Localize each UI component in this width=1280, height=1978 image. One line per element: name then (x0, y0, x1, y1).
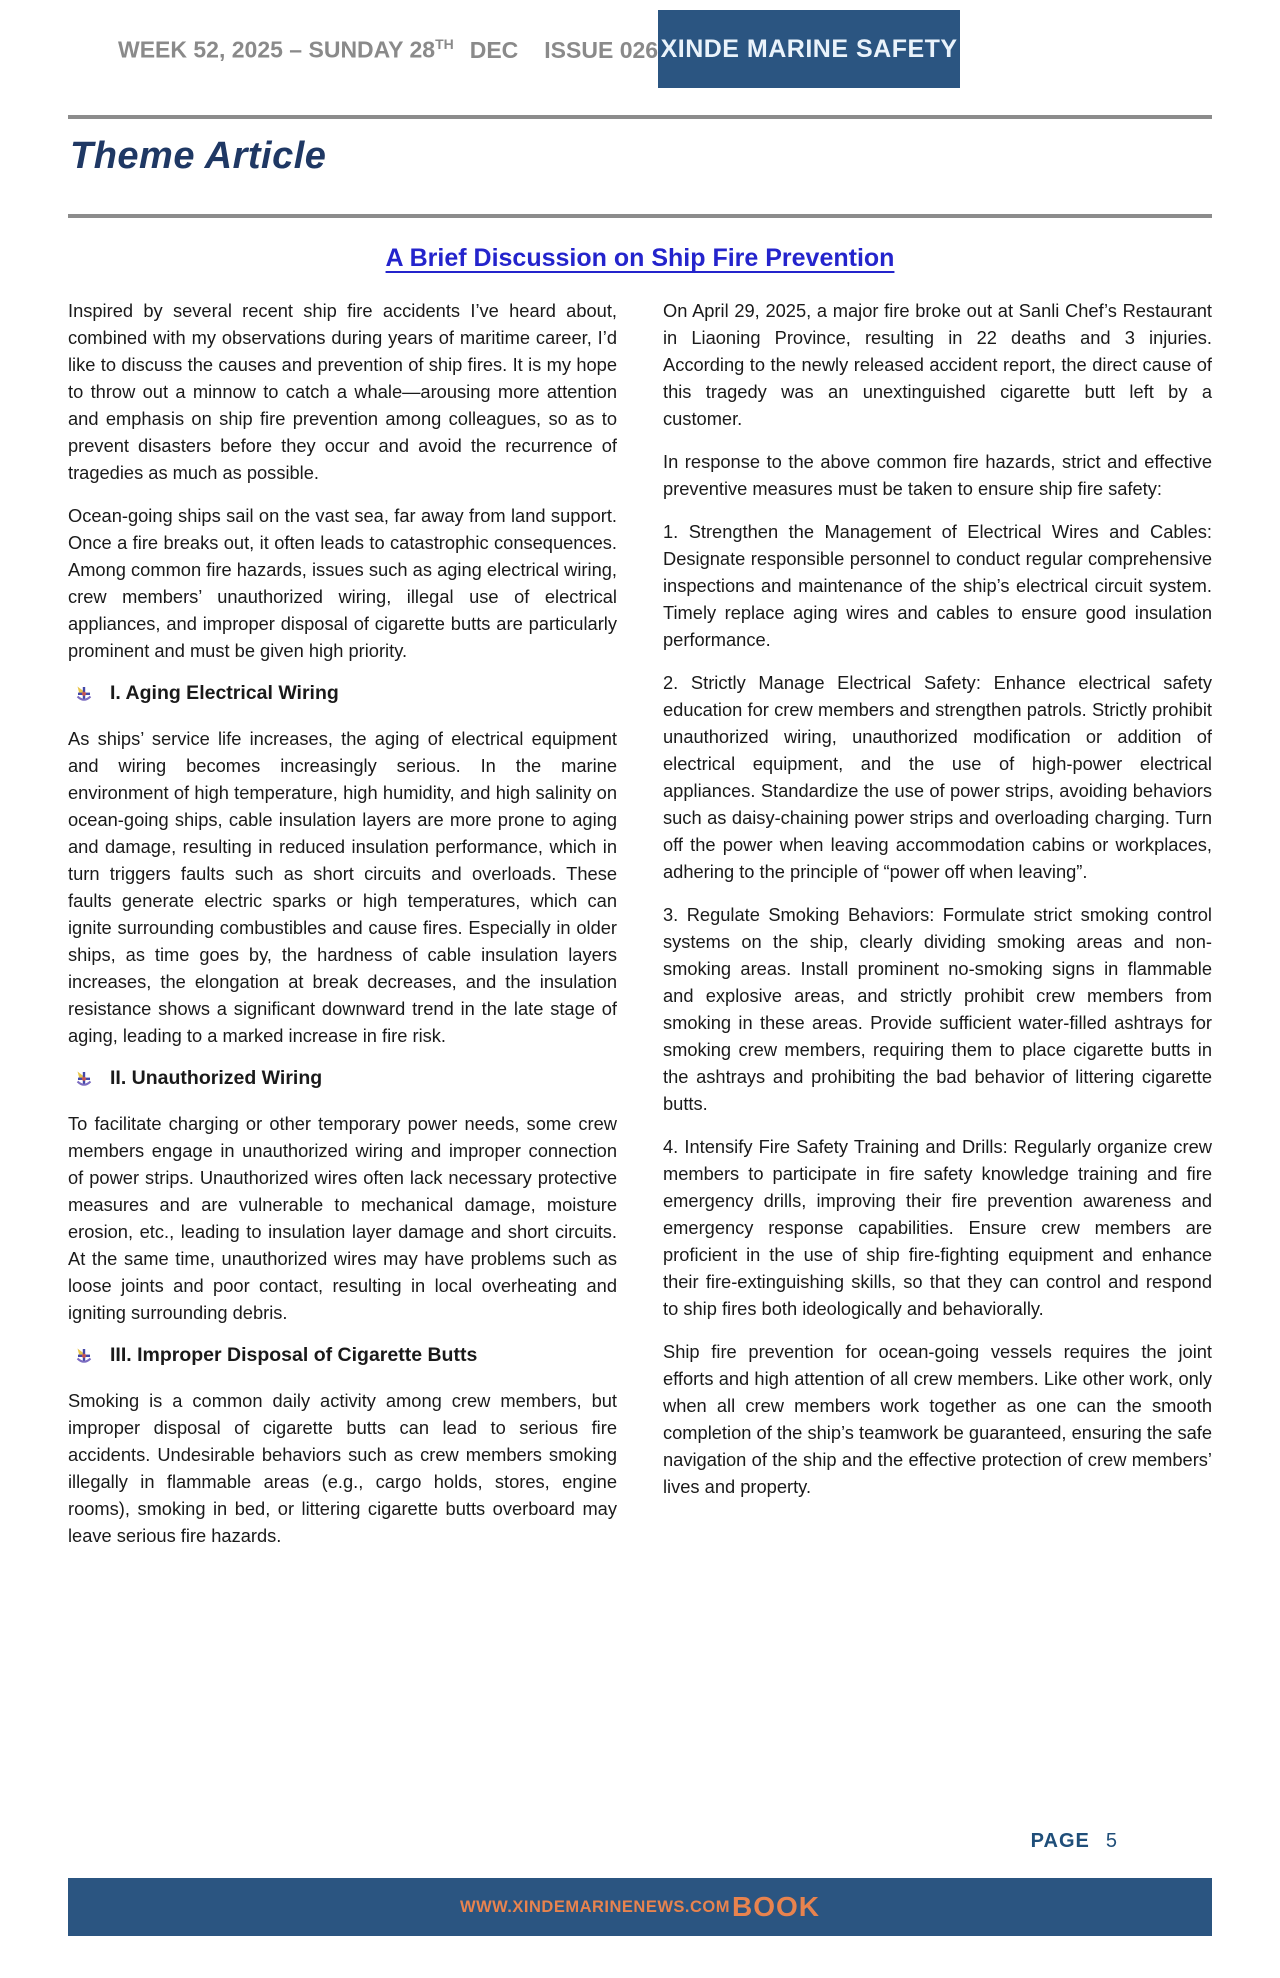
anchor-bullet-icon (74, 1345, 94, 1366)
section-heading-label: I. Aging Electrical Wiring (110, 682, 339, 704)
article-paragraph: Ship fire prevention for ocean-going vessels requires the joint efforts and high attention of all crew members. Like other work, only when all crew members work together as one can the smooth completion of the ship’s teamwork be guaranteed, ensuring the safe navigation of the ship and the effective protection of crew members’ lives and property. (663, 1341, 1212, 1497)
page-header (68, 10, 1212, 90)
article-paragraph: 4. Intensify Fire Safety Training and Drills: Regularly organize crew members to participate in fire safety knowledge training and fire emergency drills, improving their fire prevention awareness and emergency response capabilities. Ensure crew members are proficient in the use of ship fire-fighting equipment and enhance their fire-extinguishing skills, so that they can control and respond to ship fires both ideologically and behaviorally. (663, 1136, 1212, 1319)
anchor-bullet-icon (74, 683, 94, 704)
left-column (68, 297, 617, 1565)
footer-website-link[interactable]: WWW.XINDEMARINENEWS.COM (460, 1897, 730, 1916)
article-paragraph: Inspired by several recent ship fire accidents I’ve heard about, combined with my observations during years of maritime career, I’d like to discuss the causes and prevention of ship fires. It is my hope to throw out a minnow to catch a whale—arousing more attention and emphasis on ship fire prevention among colleagues, so as to prevent disasters before they occur and avoid the recurrence of tragedies as much as possible. (68, 300, 617, 483)
article-paragraph: Smoking is a common daily activity among crew members, but improper disposal of cigarette butts can lead to serious fire accidents. Undesirable behaviors such as crew members smoking illegally in flammable areas (e.g., cargo holds, stores, engine rooms), smoking in bed, or littering cigarette butts overboard may leave serious fire hazards. (68, 1390, 617, 1546)
section-heading-label: II. Unauthorized Wiring (110, 1067, 323, 1089)
footer-book-label: BOOK (731, 1891, 820, 1922)
divider-top (68, 115, 1212, 119)
article-paragraph: In response to the above common fire hazards, strict and effective preventive measures must be taken to ensure ship fire safety: (663, 451, 1212, 499)
page-number-value: 5 (1105, 1830, 1117, 1852)
issue-month: DEC (469, 36, 519, 63)
section-title: Theme Article (70, 135, 327, 177)
article-paragraph: On April 29, 2025, a major fire broke out at Sanli Chef’s Restaurant in Liaoning Province, resulting in 22 deaths and 3 injuries. According to the newly released accident report, the direct cause of this tragedy was an unextinguished cigarette butt left by a customer. (663, 300, 1212, 429)
issue-date-text: WEEK 52, 2025 – SUNDAY 28 (118, 36, 436, 63)
section-heading (74, 1342, 617, 1369)
issue-number: ISSUE 026 (544, 36, 659, 63)
footer-bar (68, 1878, 1212, 1936)
brand-label: XINDE MARINE SAFETY (660, 34, 958, 63)
page-number-label: PAGE (1030, 1830, 1090, 1852)
article-paragraph: 2. Strictly Manage Electrical Safety: Enhance electrical safety education for crew members and strengthen patrols. Strictly prohibit unauthorized wiring, unauthorized modification or addition of electrical equipment, and the use of high-power electrical appliances. Standardize the use of power strips, avoiding behaviors such as daisy-chaining power strips and overloading charging. Turn off the power when leaving accommodation cabins or workplaces, adhering to the principle of “power off when leaving”. (663, 672, 1212, 882)
section-heading (74, 1065, 617, 1092)
section-heading (74, 680, 617, 707)
article-paragraph: As ships’ service life increases, the aging of electrical equipment and wiring becomes increasingly serious. In the marine environment of high temperature, high humidity, and high salinity on ocean-going ships, cable insulation layers are more prone to aging and damage, resulting in reduced insulation performance, which in turn triggers faults such as short circuits and overloads. These faults generate electric sparks or high temperatures, which can ignite surrounding combustibles and cause fires. Especially in older ships, as time goes by, the hardness of cable insulation layers increases, the elongation at break decreases, and the insulation resistance shows a significant downward trend in the late stage of aging, leading to a marked increase in fire risk. (68, 728, 617, 1046)
article-title-link[interactable]: A Brief Discussion on Ship Fire Prevention (385, 244, 895, 272)
divider-bottom (68, 214, 1212, 218)
article-paragraph: 3. Regulate Smoking Behaviors: Formulate strict smoking control systems on the ship, clearly dividing smoking areas and non-smoking areas. Install prominent no-smoking signs in flammable and explosive areas, and strictly prohibit crew members from smoking in these areas. Provide sufficient water-filled ashtrays for smoking crew members, requiring them to place cigarette butts in the ashtrays and prohibiting the bad behavior of littering cigarette butts. (663, 904, 1212, 1114)
issue-line (118, 36, 658, 64)
article-paragraph: 1. Strengthen the Management of Electrical Wires and Cables: Designate responsible personnel to conduct regular comprehensive inspections and maintenance of the ship’s electrical circuit system. Timely replace aging wires and cables to ensure good insulation performance. (663, 521, 1212, 650)
page-number (1031, 1830, 1117, 1853)
right-column (663, 297, 1212, 1565)
issue-date-ordinal: TH (435, 36, 454, 52)
brand-box (658, 10, 960, 88)
article-title (68, 244, 1212, 273)
article-body (68, 297, 1212, 1565)
section-heading-label: III. Improper Disposal of Cigarette Butts (110, 1344, 478, 1366)
article-paragraph: Ocean-going ships sail on the vast sea, far away from land support. Once a fire breaks out, it often leads to catastrophic consequences. Among common fire hazards, issues such as aging electrical wiring, crew members’ unauthorized wiring, illegal use of electrical appliances, and improper disposal of cigarette butts are particularly prominent and must be given high priority. (68, 505, 617, 661)
anchor-bullet-icon (74, 1068, 94, 1089)
article-paragraph: To facilitate charging or other temporary power needs, some crew members engage in unauthorized wiring and improper connection of power strips. Unauthorized wires often lack necessary protective measures and are vulnerable to mechanical damage, moisture erosion, etc., leading to insulation layer damage and short circuits. At the same time, unauthorized wires may have problems such as loose joints and poor contact, resulting in local overheating and igniting surrounding debris. (68, 1113, 617, 1323)
